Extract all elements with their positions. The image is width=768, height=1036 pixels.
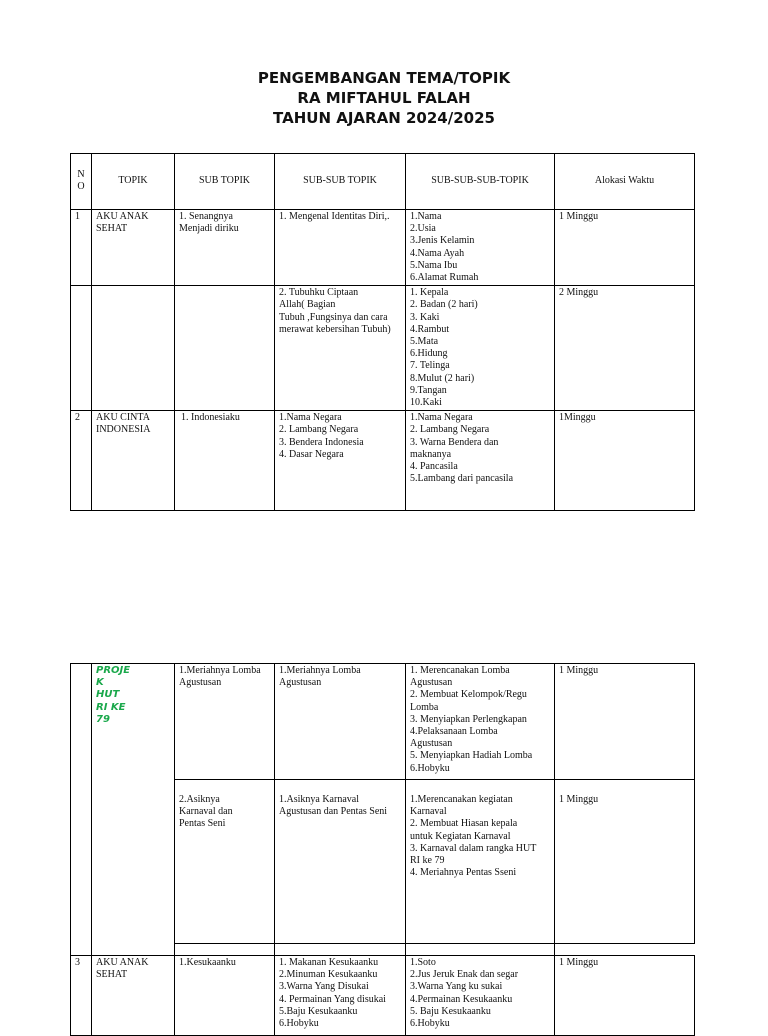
cell-line: 4. Dasar Negara — [279, 448, 344, 460]
cell-line: Agustusan — [179, 677, 222, 689]
cell-alokasi: 1 Minggu — [555, 780, 695, 944]
project-table — [70, 663, 695, 1036]
table-row — [71, 664, 695, 780]
cell-sub-topik — [175, 210, 275, 286]
cell-line: 1. Merencanakan Lomba — [410, 665, 510, 676]
topic-table — [70, 153, 695, 511]
cell-line: Menjadi diriku — [179, 223, 239, 235]
cell-line: 1. Makanan Kesukaanku — [279, 957, 379, 968]
cell-line: 2. Badan (2 hari) — [410, 299, 478, 311]
cell-line: Tubuh ,Fungsinya dan cara — [279, 311, 388, 323]
cell-line: K — [96, 677, 104, 689]
cell-line: 4.Pelaksanaan Lomba — [410, 726, 498, 738]
cell-alokasi: 2 Minggu — [555, 286, 695, 411]
table-row — [71, 286, 695, 411]
cell-sub-sub-topik — [275, 780, 406, 944]
header-no-a: N — [77, 168, 85, 180]
cell-line: 3. Karnaval dalam rangka HUT — [410, 842, 537, 854]
spacer-cell — [175, 944, 275, 956]
cell-line: 8.Mulut (2 hari) — [410, 372, 475, 384]
cell-line: 2. Tubuhku Ciptaan — [279, 287, 359, 299]
cell-line: 3. Kaki — [410, 311, 440, 323]
cell-line: 1.Asiknya Karnaval — [279, 794, 359, 805]
header-topik: TOPIK — [92, 154, 175, 210]
cell-sub-topik — [175, 780, 275, 944]
header-no — [71, 154, 92, 210]
cell-line: 3. Bendera Indonesia — [279, 436, 364, 448]
cell-sub-sub-topik — [275, 664, 406, 780]
cell-line: 2. Lambang Negara — [279, 424, 359, 436]
cell-line: RI ke 79 — [410, 855, 445, 867]
cell-sub-sub-sub-topik — [406, 411, 555, 511]
spacer-cell — [406, 944, 555, 956]
cell-sub-topik — [175, 664, 275, 780]
cell-alokasi: 1Minggu — [555, 411, 695, 511]
cell-line: 4.Permainan Kesukaanku — [410, 993, 513, 1005]
cell-line: 1.Nama — [410, 211, 442, 222]
spacer-cell — [555, 944, 695, 956]
cell-no: 3 — [71, 956, 92, 1036]
table-row — [71, 210, 695, 286]
cell-line: 3. Menyiapkan Perlengkapan — [410, 713, 527, 725]
cell-line: Pentas Seni — [179, 818, 226, 830]
cell-no: 2 — [71, 411, 92, 511]
project-label — [92, 664, 175, 956]
cell-line: 10.Kaki — [410, 397, 442, 409]
cell-alokasi: 1 Minggu — [555, 210, 695, 286]
cell-line: 2.Usia — [410, 223, 436, 235]
cell-line: 2.Asiknya — [179, 794, 220, 805]
title-line-1: PENGEMBANGAN TEMA/TOPIK — [257, 69, 511, 87]
cell-line: 1. Mengenal Identitas Diri,. — [279, 211, 390, 222]
cell-sub-sub-sub-topik — [406, 286, 555, 411]
cell-line: 3.Jenis Kelamin — [410, 235, 475, 247]
title-line-3: TAHUN AJARAN 2024/2025 — [273, 109, 495, 127]
header-sub-topik: SUB TOPIK — [175, 154, 275, 210]
cell-line: maknanya — [410, 448, 452, 460]
cell-line: 4. Pancasila — [410, 461, 458, 473]
header-sub-sub-sub-topik: SUB-SUB-SUB-TOPIK — [406, 154, 555, 210]
cell-line: INDONESIA — [96, 424, 151, 436]
cell-line: Agustusan — [410, 677, 453, 689]
cell-line: merawat kebersihan Tubuh) — [279, 323, 391, 335]
cell-line: untuk Kegiatan Karnaval — [410, 830, 511, 842]
cell-line: 79 — [96, 713, 110, 725]
cell-line: 1.Kesukaanku — [179, 957, 236, 968]
cell-no — [71, 286, 92, 411]
header-sub-sub-topik: SUB-SUB TOPIK — [275, 154, 406, 210]
cell-line: 9.Tangan — [410, 384, 447, 396]
cell-sub-topik — [175, 286, 275, 411]
cell-line: HUT — [96, 689, 120, 701]
header-alokasi: Alokasi Waktu — [555, 154, 695, 210]
cell-line: 7. Telinga — [410, 360, 450, 372]
cell-sub-sub-topik — [275, 210, 406, 286]
cell-line: RI KE — [96, 701, 126, 713]
cell-line: 4. Meriahnya Pentas Sseni — [410, 867, 517, 879]
cell-line: 5. Baju Kesukaanku — [410, 1005, 491, 1017]
cell-line: 5.Baju Kesukaanku — [279, 1005, 358, 1017]
cell-line: Agustusan dan Pentas Seni — [279, 806, 388, 818]
cell-topik — [92, 286, 175, 411]
cell-line: 2.Jus Jeruk Enak dan segar — [410, 969, 519, 981]
cell-line: SEHAT — [96, 223, 128, 235]
cell-line: 1.Merencanakan kegiatan — [410, 794, 513, 805]
cell-line: 1.Meriahnya Lomba — [279, 665, 361, 676]
cell-line: AKU ANAK — [96, 211, 149, 222]
cell-line: Agustusan — [279, 677, 322, 689]
cell-sub-sub-sub-topik — [406, 664, 555, 780]
cell-line: 1.Soto — [410, 957, 436, 968]
cell-line: Allah( Bagian — [279, 299, 336, 311]
cell-no: 1 — [71, 210, 92, 286]
document-title — [0, 68, 768, 128]
cell-line: Karnaval dan — [179, 806, 233, 818]
cell-line: 5.Lambang dari pancasila — [410, 473, 514, 485]
cell-line: 1.Meriahnya Lomba — [179, 665, 261, 676]
cell-line: 1. Kepala — [410, 287, 449, 299]
cell-line: Lomba — [410, 701, 439, 713]
cell-line: 3. Warna Bendera dan — [410, 436, 499, 448]
cell-line: 6.Hobyku — [279, 1018, 319, 1030]
cell-alokasi: 1 Minggu — [555, 664, 695, 780]
cell-line: 2. Membuat Hiasan kepala — [410, 818, 518, 830]
cell-line: 1. Senangnya — [179, 211, 233, 222]
cell-line: 4. Permainan Yang disukai — [279, 993, 386, 1005]
cell-line: PROJE — [96, 665, 131, 676]
cell-topik — [92, 411, 175, 511]
cell-sub-sub-topik — [275, 411, 406, 511]
cell-line: 1.Nama Negara — [279, 412, 342, 424]
spacer-cell — [275, 944, 406, 956]
cell-line: 5.Mata — [410, 336, 439, 348]
cell-line: AKU CINTA — [96, 412, 150, 424]
cell-sub-topik — [175, 411, 275, 511]
cell-no — [71, 664, 92, 956]
cell-alokasi: 1 Minggu — [555, 956, 695, 1036]
cell-line: 4.Nama Ayah — [410, 247, 465, 259]
cell-line: 5. Menyiapkan Hadiah Lomba — [410, 750, 533, 762]
header-no-b: O — [77, 181, 85, 192]
cell-line: 1.Nama Negara — [410, 412, 473, 424]
cell-sub-sub-topik — [275, 286, 406, 411]
cell-line: 3.Warna Yang Disukai — [279, 981, 369, 993]
cell-line: 4.Rambut — [410, 323, 450, 335]
cell-sub-sub-sub-topik — [406, 780, 555, 944]
cell-line: 5.Nama Ibu — [410, 259, 458, 271]
cell-sub-sub-sub-topik — [406, 210, 555, 286]
cell-topik — [92, 210, 175, 286]
cell-line: Agustusan — [410, 738, 453, 750]
cell-line: 6.Alamat Rumah — [410, 272, 479, 284]
cell-line: SEHAT — [96, 969, 128, 981]
cell-line: 6.Hobyku — [410, 762, 450, 774]
cell-line: Karnaval — [410, 806, 447, 818]
cell-line: 3.Warna Yang ku sukai — [410, 981, 503, 993]
cell-line: 1. Indonesiaku — [181, 412, 240, 424]
cell-line: 2. Lambang Negara — [410, 424, 490, 436]
cell-line: 2. Membuat Kelompok/Regu — [410, 689, 527, 701]
cell-line: AKU ANAK — [96, 957, 149, 968]
cell-line: 6.Hidung — [410, 348, 448, 360]
cell-line: 2.Minuman Kesukaanku — [279, 969, 378, 981]
cell-line: 6.Hobyku — [410, 1018, 450, 1030]
table-row — [71, 411, 695, 511]
title-line-2: RA MIFTAHUL FALAH — [297, 89, 471, 107]
header-row — [71, 154, 695, 210]
